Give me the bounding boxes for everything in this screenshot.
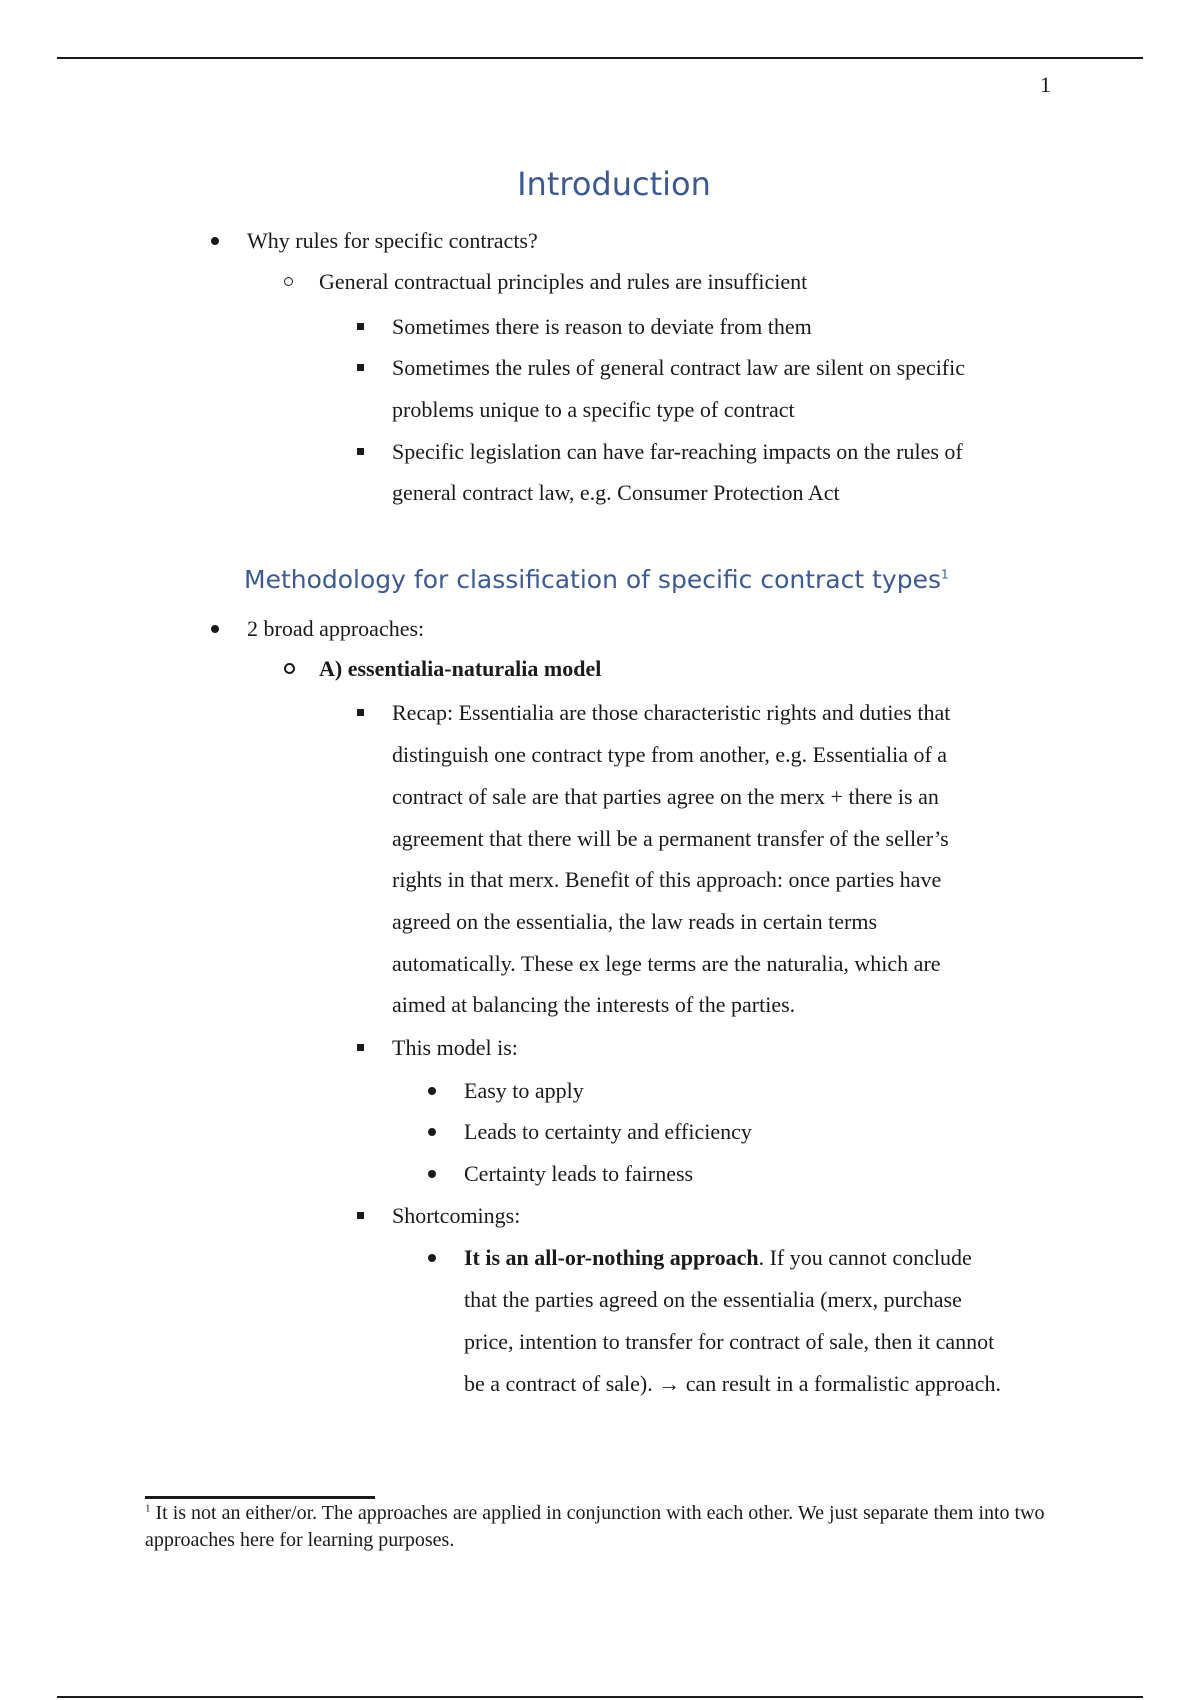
bullet-dot (428, 1153, 436, 1178)
model-point: Leads to certainty and efficiency (464, 1119, 752, 1144)
model-point: Certainty leads to fairness (464, 1161, 694, 1186)
footer-rule (57, 1696, 1143, 1698)
shortcoming-line-4: be a contract of sale). → can result in a formalistic approach. (464, 1371, 1001, 1396)
page-number: 1 (1040, 72, 1051, 97)
recap-line: Recap: Essentialia are those characteristic rights and duties that (392, 700, 951, 725)
intro-general: General contractual principles and rules are insufficient (319, 269, 808, 294)
bullet-dot (211, 608, 219, 633)
shortcoming-line-1 (464, 1237, 972, 1279)
intro-legislation-l2: general contract law, e.g. Consumer Protection Act (392, 480, 840, 505)
bullet-square (357, 306, 364, 330)
footnote-ref[interactable]: 1 (941, 567, 949, 582)
bullet-square (357, 1195, 364, 1219)
footnote-text: It is not an either/or. The approaches are applied in conjunction with each other. We just separate them into two approaches here for learning purposes. (145, 1502, 1045, 1551)
bullet-dot (428, 1111, 436, 1136)
bullet-dot (211, 220, 219, 245)
intro-reason-deviate: Sometimes there is reason to deviate from them (392, 314, 812, 339)
recap-line: rights in that merx. Benefit of this approach: once parties have (392, 867, 942, 892)
intro-silent-l1: Sometimes the rules of general contract law are silent on specific (392, 355, 966, 380)
shortcoming-line-1-rest: . If you cannot conclude (758, 1245, 972, 1270)
heading-methodology (244, 565, 949, 594)
bullet-square (357, 431, 364, 455)
approaches: 2 broad approaches: (247, 616, 425, 641)
bullet-circle (284, 648, 295, 674)
model-is: This model is: (392, 1035, 518, 1060)
bullet-square (357, 347, 364, 371)
recap-line: contract of sale are that parties agree on the merx + there is an (392, 784, 939, 809)
model-a-title: A) essentialia-naturalia model (319, 656, 602, 681)
footnote-separator (145, 1496, 375, 1499)
recap-line: distinguish one contract type from another, e.g. Essentialia of a (392, 742, 948, 767)
bullet-square (357, 692, 364, 716)
intro-silent-l2: problems unique to a specific type of contract (392, 397, 795, 422)
shortcoming-line-2: that the parties agreed on the essentialia (merx, purchase (464, 1287, 962, 1312)
bullet-dot (428, 1070, 436, 1095)
footnote-number: 1 (145, 1502, 151, 1515)
recap-line: agreed on the essentialia, the law reads in certain terms (392, 909, 878, 934)
model-point: Easy to apply (464, 1078, 584, 1103)
shortcoming-line-3: price, intention to transfer for contract of sale, then it cannot (464, 1329, 995, 1354)
bullet-circle (284, 261, 293, 286)
recap-line: automatically. These ex lege terms are the naturalia, which are (392, 951, 941, 976)
intro-question: Why rules for specific contracts? (247, 228, 538, 253)
heading-methodology-text: Methodology for classification of specific contract types (244, 565, 941, 594)
footnote (145, 1500, 1050, 1554)
all-or-nothing-bold: It is an all-or-nothing approach (464, 1245, 759, 1270)
bullet-dot (428, 1237, 436, 1262)
bullet-square (357, 1027, 364, 1051)
intro-legislation-l1: Specific legislation can have far-reaching impacts on the rules of (392, 439, 963, 464)
recap-line: agreement that there will be a permanent transfer of the seller’s (392, 826, 949, 851)
heading-introduction: Introduction (517, 165, 711, 203)
recap-line: aimed at balancing the interests of the parties. (392, 992, 796, 1017)
header-rule (57, 57, 1143, 59)
shortcomings: Shortcomings: (392, 1203, 521, 1228)
